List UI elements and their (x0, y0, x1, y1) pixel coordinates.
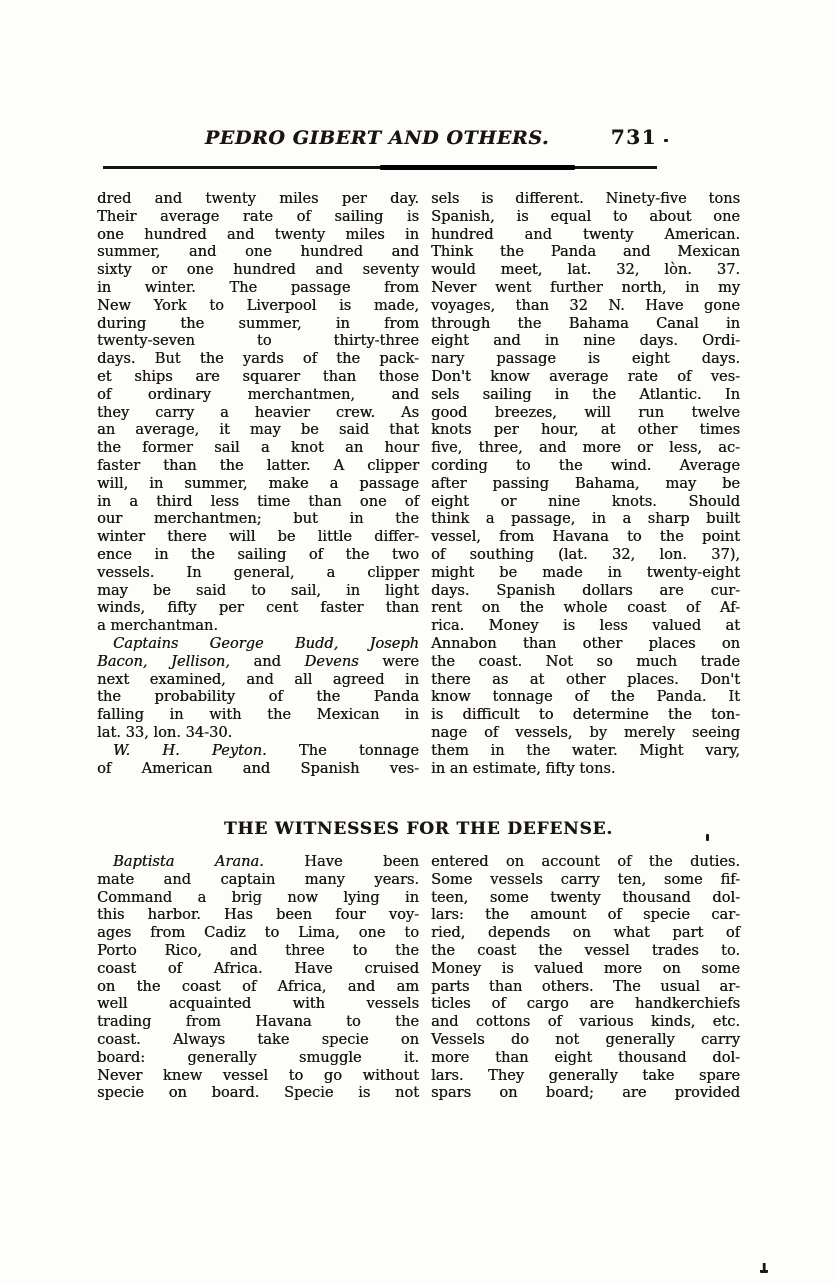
text-line: specie on board. Specie is not (97, 1084, 419, 1102)
text-line: Spanish, is equal to about one (431, 207, 740, 225)
text-line: Porto Rico, and three to the (97, 941, 419, 959)
text-line: sixty or one hundred and seventy (97, 261, 419, 279)
text-line: next examined, and all agreed in (97, 670, 419, 688)
text-line: teen, some twenty thousand dol- (431, 888, 740, 906)
text-line: vessel, from Havana to the point (431, 528, 740, 546)
text-line: our merchantmen; but in the (97, 510, 419, 528)
ink-speck (664, 139, 668, 142)
text-line: there as at other places. Don't (431, 670, 740, 688)
page-number: 731 (610, 125, 657, 149)
text-line: in a third less time than one of (97, 492, 419, 510)
text-line: in an estimate, fifty tons. (431, 759, 616, 777)
running-head (97, 127, 657, 149)
text-line: et ships are squarer than those (97, 367, 419, 385)
text-line: eight and in nine days. Ordi- (431, 332, 740, 350)
text-line: lat. 33, lon. 34-30. (97, 723, 233, 741)
text-line: faster than the latter. A clipper (97, 456, 419, 474)
text-line: Money is valued more on some (431, 959, 740, 977)
text-line: the probability of the Panda (97, 688, 419, 706)
text-line: winter there will be little differ- (97, 528, 419, 546)
section2-left-column (97, 853, 419, 1102)
text-line: ried, depends on what part of (431, 924, 740, 942)
defense-witnesses-section (97, 853, 740, 1102)
text-line: winds, fifty per cent faster than (97, 599, 419, 617)
text-line: ence in the sailing of the two (97, 545, 419, 563)
text-line: lars: the amount of specie car- (431, 906, 740, 924)
text-line: days. Spanish dollars are cur- (431, 581, 740, 599)
text-line: lars. They generally take spare (431, 1066, 740, 1084)
text-line: well acquainted with vessels (97, 995, 419, 1013)
text-line: Command a brig now lying in (97, 888, 419, 906)
text-line: mate and captain many years. (97, 870, 419, 888)
text-line: sels is different. Ninety-five tons (431, 190, 740, 207)
text-line: nage of vessels, by merely seeing (431, 723, 740, 741)
text-line: sels sailing in the Atlantic. In (431, 385, 740, 403)
text-line: Captains George Budd, Joseph (113, 634, 419, 652)
section2-right-column (431, 853, 740, 1102)
text-line: and cottons of various kinds, etc. (431, 1013, 740, 1031)
text-line: them in the water. Might vary, (431, 741, 740, 759)
text-line: Think the Panda and Mexican (431, 243, 740, 261)
text-line: on the coast of Africa, and am (97, 977, 419, 995)
text-line: Never went further north, in my (431, 278, 740, 296)
text-line: cording to the wind. Average (431, 456, 740, 474)
text-line: Their average rate of sailing is (97, 207, 419, 225)
text-line: five, three, and more or less, ac- (431, 439, 740, 457)
text-line: falling in with the Mexican in (97, 706, 419, 724)
text-line: W. H. Peyton. The tonnage (113, 741, 419, 759)
text-line: trading from Havana to the (97, 1013, 419, 1031)
text-line: knots per hour, at other times (431, 421, 740, 439)
text-line: will, in summer, make a passage (97, 474, 419, 492)
text-line: eight or nine knots. Should (431, 492, 740, 510)
text-line: the coast. Not so much trade (431, 652, 740, 670)
text-line: voyages, than 32 N. Have gone (431, 296, 740, 314)
text-line: would meet, lat. 32, lòn. 37. (431, 261, 740, 279)
text-line: ticles of cargo are handkerchiefs (431, 995, 740, 1013)
text-line: is difficult to determine the ton- (431, 706, 740, 724)
text-line: know tonnage of the Panda. It (431, 688, 740, 706)
text-line: vessels. In general, a clipper (97, 563, 419, 581)
text-line: more than eight thousand dol- (431, 1048, 740, 1066)
text-line: think a passage, in a sharp built (431, 510, 740, 528)
text-line: ages from Cadiz to Lima, one to (97, 924, 419, 942)
testimony-section (97, 190, 740, 777)
running-head-title: PEDRO GIBERT AND OTHERS. (204, 127, 550, 149)
text-line: hundred and twenty American. (431, 225, 740, 243)
text-line: they carry a heavier crew. As (97, 403, 419, 421)
text-line: spars on board; are provided (431, 1084, 740, 1102)
section1-left-column (97, 190, 419, 777)
text-line: nary passage is eight days. (431, 350, 740, 368)
text-line: an average, it may be said that (97, 421, 419, 439)
text-line: Don't know average rate of ves- (431, 367, 740, 385)
text-line: Vessels do not generally carry (431, 1030, 740, 1048)
text-line: through the Bahama Canal in (431, 314, 740, 332)
text-line: Never knew vessel to go without (97, 1066, 419, 1084)
text-line: Bacon, Jellison, and Devens were (97, 652, 419, 670)
text-line: coast. Always take specie on (97, 1030, 419, 1048)
text-line: may be said to sail, in light (97, 581, 419, 599)
text-line: twenty-seven to thirty-three (97, 332, 419, 350)
text-line: the former sail a knot an hour (97, 439, 419, 457)
text-line: of southing (lat. 32, lon. 37), (431, 545, 740, 563)
text-line: the coast the vessel trades to. (431, 941, 740, 959)
ink-speck (760, 1263, 768, 1273)
text-line: Annabon than other places on (431, 634, 740, 652)
text-line: in winter. The passage from (97, 278, 419, 296)
text-line: good breezes, will run twelve (431, 403, 740, 421)
text-line: board: generally smuggle it. (97, 1048, 419, 1066)
text-line: Some vessels carry ten, some fif- (431, 870, 740, 888)
text-line: rent on the whole coast of Af- (431, 599, 740, 617)
section1-right-column (431, 190, 740, 777)
ink-speck (706, 834, 709, 841)
text-line: during the summer, in from (97, 314, 419, 332)
text-line: one hundred and twenty miles in (97, 225, 419, 243)
text-line: entered on account of the duties. (431, 853, 740, 870)
text-line: coast of Africa. Have cruised (97, 959, 419, 977)
text-line: of American and Spanish ves- (97, 759, 419, 777)
text-line: might be made in twenty-eight (431, 563, 740, 581)
text-line: Baptista Arana. Have been (113, 853, 419, 870)
text-line: summer, and one hundred and (97, 243, 419, 261)
text-line: parts than others. The usual ar- (431, 977, 740, 995)
text-line: after passing Bahama, may be (431, 474, 740, 492)
text-line: New York to Liverpool is made, (97, 296, 419, 314)
text-line: this harbor. Has been four voy- (97, 906, 419, 924)
text-line: rica. Money is less valued at (431, 617, 740, 635)
text-line: a merchantman. (97, 617, 218, 635)
section-heading: THE WITNESSES FOR THE DEFENSE. (223, 819, 614, 839)
header-rule-dark-segment (380, 165, 575, 170)
text-line: days. But the yards of the pack- (97, 350, 419, 368)
text-line: dred and twenty miles per day. (97, 190, 419, 207)
text-line: of ordinary merchantmen, and (97, 385, 419, 403)
